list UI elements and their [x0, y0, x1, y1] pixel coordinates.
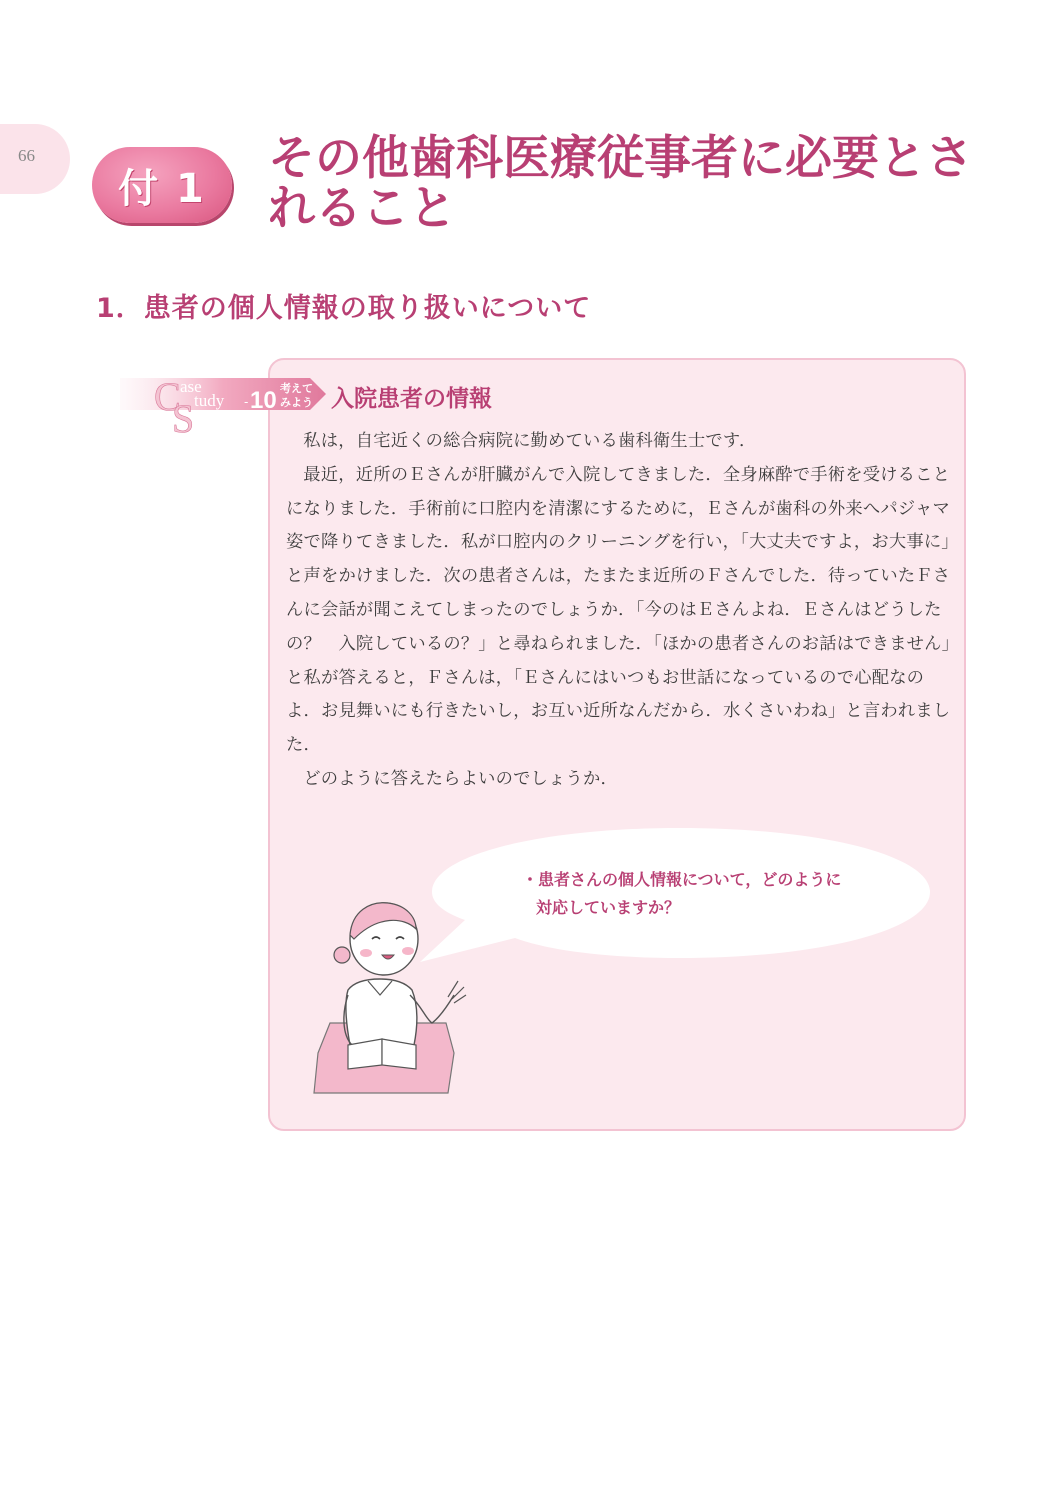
appendix-label: 付 1 — [118, 165, 206, 212]
section-heading: 1．患者の個人情報の取り扱いについて — [96, 293, 592, 324]
case-study-body — [286, 425, 952, 797]
bubble-question — [522, 866, 882, 922]
study-word: tudy — [194, 391, 225, 410]
page-number: 66 — [18, 146, 35, 165]
svg-text:C: C — [154, 374, 181, 419]
bubble-line-2: 対応していますか？ — [536, 898, 681, 917]
hygienist-illustration — [308, 895, 468, 1105]
svg-text:S: S — [172, 396, 195, 438]
bubble-line-1: ・患者さんの個人情報について，どのように — [522, 870, 842, 889]
chapter-title: その他歯科医療従事者に必要とされること — [268, 131, 973, 236]
case-word: ase — [180, 377, 202, 396]
think-label-2: みよう — [280, 396, 313, 409]
case-paragraph: 最近，近所のＥさんが肝臓がんで入院してきました．全身麻酔で手術を受けることになりました．手術前に口腔内を清潔にするために，Ｅさんが歯科の外来へパジャマ姿で降りてきました．私が口腔内のクリーニングを行い，「大丈夫ですよ，お大事に」と声をかけました．次の患者さんは，たまたま近所のＦさんでした．待っていたＦさんに会話が聞こえてしまったのでしょうか．「今のはＥさんよね．Ｅさんはどうしたの？ 入院しているの？」と尋ねられました．「ほかの患者さんのお話はできません」と私が答えると，Ｆさんは，「Ｅさんにはいつもお世話になっているので心配なのよ．お見舞いにも行きたいし，お互い近所なんだから．水くさいわね」と言われました． — [286, 464, 951, 756]
case-study-title: 入院患者の情報 — [331, 386, 492, 412]
case-paragraph: どのように答えたらよいのでしょうか． — [303, 768, 618, 789]
case-paragraph: 私は，自宅近くの総合病院に勤めている歯科衛生士です． — [303, 431, 757, 451]
appendix-badge — [92, 147, 232, 223]
page-number-tab — [0, 124, 70, 194]
think-label-1: 考えて — [280, 382, 313, 395]
case-number: 10 — [250, 387, 277, 414]
svg-text:-: - — [244, 394, 249, 409]
